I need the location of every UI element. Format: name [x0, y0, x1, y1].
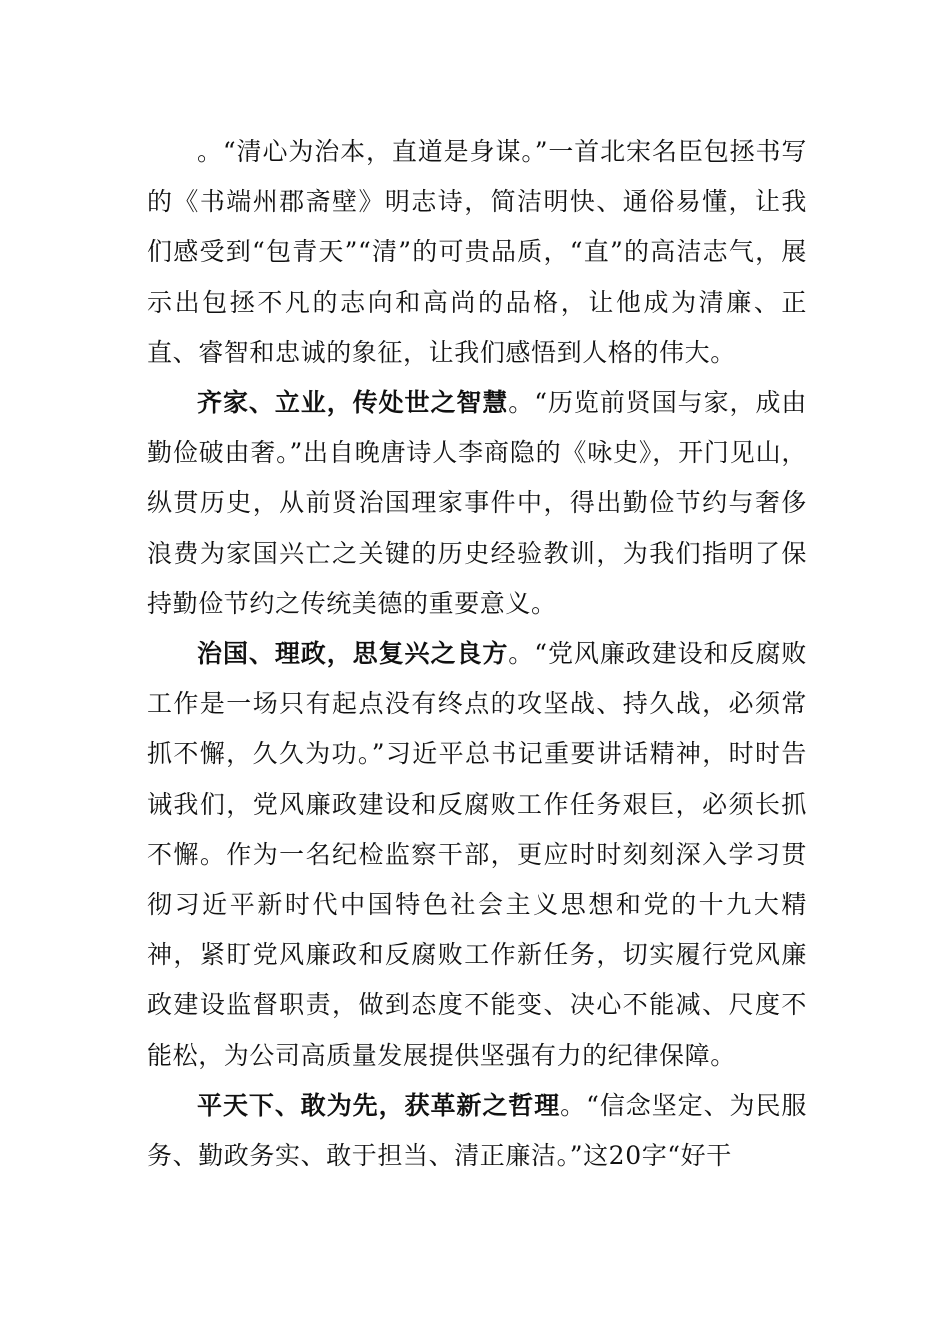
document-body [147, 127, 807, 1181]
paragraph-4-text: 。“信念坚定、为民服务、勤政务实、敢于担当、清正廉洁。”这20字“好干 [147, 1090, 807, 1171]
paragraph-3-text: 。“党风廉政建设和反腐败工作是一场只有起点没有终点的攻坚战、持久战，必须常抓不懈，久久为功。”习近平总书记重要讲话精神，时时告诫我们，党风廉政建设和反腐败工作任务艰巨，必须长抓不懈。作为一名纪检监察干部，更应时时刻刻深入学习贯彻习近平新时代中国特色社会主义思想和党的十九大精神，紧盯党风廉政和反腐败工作新任务，切实履行党风廉政建设监督职责，做到态度不能变、决心不能减、尺度不能松，为公司高质量发展提供坚强有力的纪律保障。 [147, 639, 807, 1070]
paragraph-2-lead: 齐家、立业，传处世之智慧 [197, 388, 509, 418]
paragraph-3-lead: 治国、理政，思复兴之良方 [197, 639, 509, 669]
paragraph-1 [147, 127, 807, 378]
paragraph-1-text: 。“清心为治本，直道是身谋。”一首北宋名臣包拯书写的《书端州郡斋壁》明志诗，简洁明快、通俗易懂，让我们感受到“包青天”“清”的可贵品质，“直”的高洁志气，展示出包拯不凡的志向和高尚的品格，让他成为清廉、正直、睿智和忠诚的象征，让我们感悟到人格的伟大。 [147, 137, 807, 367]
paragraph-4-lead: 平天下、敢为先，获革新之哲理 [197, 1090, 561, 1120]
paragraph-2-text: 。“历览前贤国与家，成由勤俭破由奢。”出自晚唐诗人李商隐的《咏史》，开门见山，纵贯历史，从前贤治国理家事件中，得出勤俭节约与奢侈浪费为家国兴亡之关键的历史经验教训，为我们指明了保持勤俭节约之传统美德的重要意义。 [147, 388, 807, 618]
paragraph-4 [147, 1081, 807, 1181]
paragraph-3 [147, 629, 807, 1081]
paragraph-2 [147, 378, 807, 629]
